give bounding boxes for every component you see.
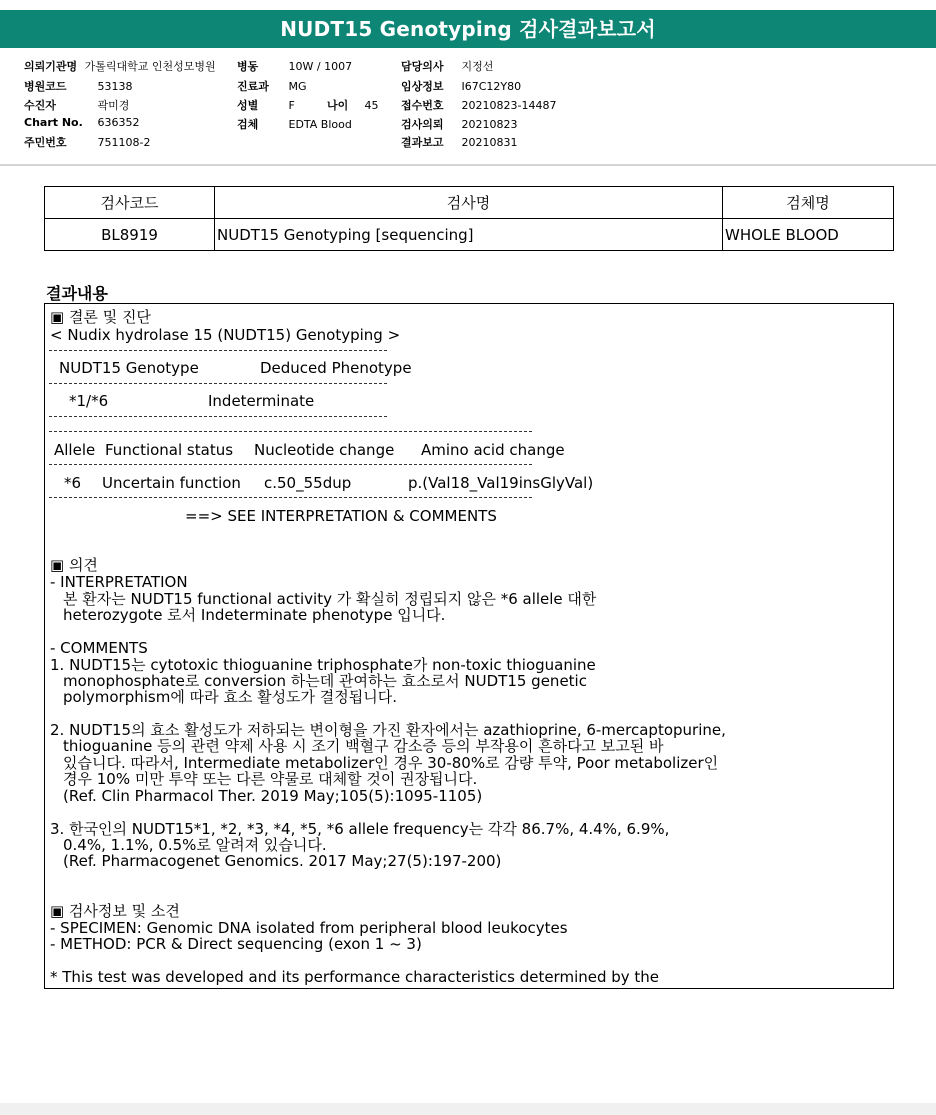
table-row [45, 219, 894, 251]
field-request-date: 검사의뢰 20210823 [401, 118, 518, 131]
field-specimen: 검체 EDTA Blood [237, 118, 352, 131]
comment-line: 0.4%, 1.1%, 0.5%로 알려져 있습니다. [63, 836, 327, 854]
comments-heading: - COMMENTS [50, 639, 148, 657]
field-clinical-info: 임상정보 I67C12Y80 [401, 80, 522, 93]
comment-line: polymorphism에 따라 효소 활성도가 결정됩니다. [63, 688, 398, 706]
col-header-test-code: 검사코드 [45, 187, 215, 219]
col-functional-status: Functional status [105, 441, 234, 459]
phenotype-header: Deduced Phenotype [260, 359, 412, 377]
phenotype-value: Indeterminate [208, 392, 315, 410]
col-allele: Allele [54, 441, 96, 459]
divider [49, 416, 387, 417]
cell-specimen: WHOLE BLOOD [723, 219, 894, 251]
report-title: NUDT15 Genotyping 검사결과보고서 [0, 10, 936, 48]
comment-line: 2. NUDT15의 효소 활성도가 저하되는 변이형을 가진 환자에서는 azathioprine, 6-mercaptopurine, [50, 721, 726, 739]
test-info-heading: ▣ 검사정보 및 소견 [50, 902, 180, 920]
opinion-heading: ▣ 의견 [50, 556, 98, 574]
test-info-table [44, 186, 894, 251]
genotype-value: *1/*6 [69, 392, 109, 410]
interpretation-heading: - INTERPRETATION [50, 573, 188, 591]
comment-line: 3. 한국인의 NUDT15*1, *2, *3, *4, *5, *6 allele frequency는 각각 86.7%, 4.4%, 6.9%, [50, 820, 670, 838]
results-section-title: 결과내용 [46, 284, 108, 303]
comment-line: 경우 10% 미만 투약 또는 다른 약물로 대체할 것이 권장됩니다. [63, 770, 478, 788]
comment-ref: (Ref. Pharmacogenet Genomics. 2017 May;27(5):197-200) [63, 852, 502, 870]
comment-line: thioguanine 등의 관련 약제 사용 시 조기 백혈구 감소증 등의 부작용이 흔하다고 보고된 바 [63, 737, 664, 755]
col-amino-acid-change: Amino acid change [421, 441, 565, 459]
comment-line: 있습니다. 따라서, Intermediate metabolizer인 경우 30-80%로 감량 투약, Poor metabolizer인 [63, 754, 719, 772]
col-header-test-name: 검사명 [215, 187, 723, 219]
comment-line: monophosphate로 conversion 하는데 관여하는 효소로서 NUDT15 genetic [63, 672, 587, 690]
footnote: * This test was developed and its performance characteristics determined by the [50, 968, 660, 986]
cell-test-name: NUDT15 Genotyping [sequencing] [215, 219, 723, 251]
conclusion-heading: ▣ 결론 및 진단 [50, 308, 151, 326]
method-line: - METHOD: PCR & Direct sequencing (exon 1 ~ 3) [50, 935, 422, 953]
field-sex: 성별 F [237, 99, 295, 112]
col-header-specimen: 검체명 [723, 187, 894, 219]
genotype-header: NUDT15 Genotype [59, 359, 199, 377]
field-age: 나이 45 [327, 99, 379, 112]
gene-title: < Nudix hydrolase 15 (NUDT15) Genotyping > [50, 326, 401, 344]
field-doctor: 담당의사 지정선 [401, 60, 494, 73]
report-header [0, 48, 936, 166]
field-report-date: 결과보고 20210831 [401, 136, 518, 149]
see-interpretation: ==> SEE INTERPRETATION & COMMENTS [185, 507, 497, 525]
interpretation-line: 본 환자는 NUDT15 functional activity 가 확실히 정립되지 않은 *6 allele 대한 [63, 590, 597, 608]
table-header-row [45, 187, 894, 219]
interpretation-line: heterozygote 로서 Indeterminate phenotype 입니다. [63, 606, 446, 624]
field-ward: 병동 10W / 1007 [237, 60, 353, 73]
divider [49, 383, 387, 384]
divider [49, 464, 532, 465]
field-recipient: 수진자 곽미경 [24, 99, 130, 112]
field-accession-no: 접수번호 20210823-14487 [401, 99, 557, 112]
specimen-line: - SPECIMEN: Genomic DNA isolated from peripheral blood leukocytes [50, 919, 568, 937]
divider [49, 350, 387, 351]
field-institution: 의뢰기관명 가톨릭대학교 인천성모병원 [24, 60, 216, 73]
field-chart-no: Chart No. 636352 [24, 116, 140, 129]
comment-ref: (Ref. Clin Pharmacol Ther. 2019 May;105(5):1095-1105) [63, 787, 483, 805]
divider [49, 497, 532, 498]
divider [49, 431, 532, 432]
nucleotide-value: c.50_55dup [264, 474, 352, 492]
field-department: 진료과 MG [237, 80, 307, 93]
col-nucleotide-change: Nucleotide change [254, 441, 395, 459]
allele-value: *6 [64, 474, 82, 492]
field-resident-no: 주민번호 751108-2 [24, 136, 151, 149]
cell-test-code: BL8919 [45, 219, 215, 251]
amino-value: p.(Val18_Val19insGlyVal) [408, 474, 594, 492]
page-bottom-strip [0, 1103, 936, 1115]
results-box [44, 303, 894, 989]
function-value: Uncertain function [102, 474, 241, 492]
field-hospital-code: 병원코드 53138 [24, 80, 133, 93]
comment-line: 1. NUDT15는 cytotoxic thioguanine triphosphate가 non-toxic thioguanine [50, 656, 596, 674]
